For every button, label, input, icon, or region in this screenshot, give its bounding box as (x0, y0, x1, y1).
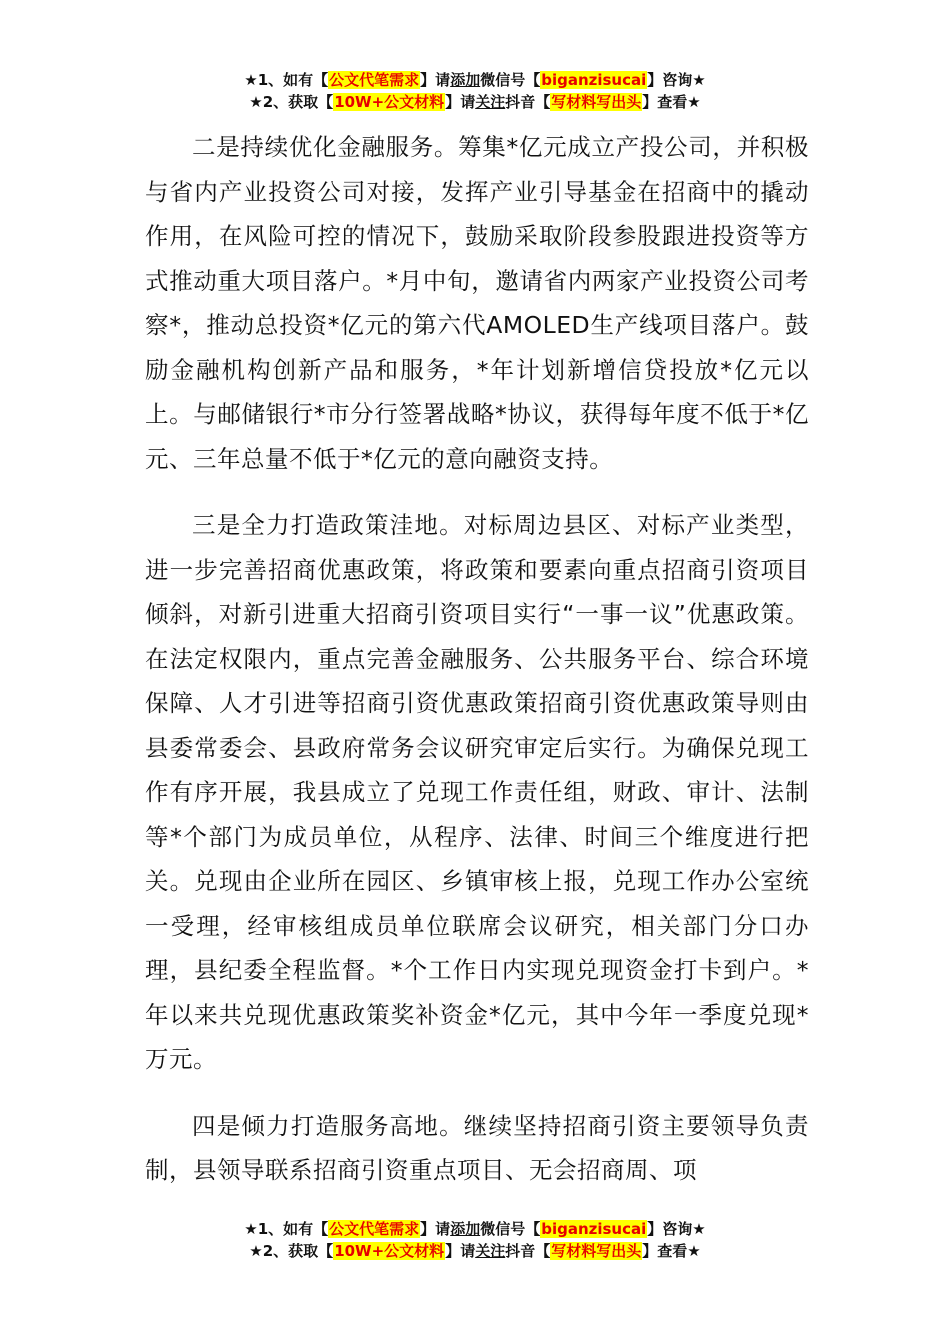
highlight-tag: 10W+公文材料 (334, 1242, 445, 1260)
banner-text: 】查看★ (642, 93, 701, 111)
highlight-tag: biganzisucai (541, 71, 647, 89)
banner-text: 】请 (445, 1242, 476, 1260)
paragraph-policy: 三是全力打造政策洼地。对标周边县区、对标产业类型，进一步完善招商优惠政策，将政策和要素向重点招商引资项目倾斜，对新引进重大招商引资项目实行“一事一议”优惠政策。在法定权限内，重点完善金融服务、公共服务平台、综合环境保障、人才引进等招商引资优惠政策招商引资优惠政策导则由县委常委会、县政府常务会议研究审定后实行。为确保兑现工作有序开展，我县成立了兑现工作责任组，财政、审计、法制等*个部门为成员单位，从程序、法律、时间三个维度进行把关。兑现由企业所在园区、乡镇审核上报，兑现工作办公室统一受理，经审核组成员单位联席会议研究，相关部门分口办理，县纪委全程监督。*个工作日内实现兑现资金打卡到户。*年以来共兑现优惠政策奖补资金*亿元，其中今年一季度兑现*万元。 (145, 511, 809, 1073)
banner-underlined-text: 添加 (450, 71, 481, 89)
banner-text: 】咨询★ (647, 71, 706, 89)
banner-text: 抖音【 (505, 93, 551, 111)
banner-text: 抖音【 (505, 1242, 551, 1260)
banner-text: 】请 (420, 71, 451, 89)
highlight-tag: 10W+公文材料 (334, 93, 445, 111)
highlight-tag: 公文代笔需求 (329, 71, 420, 89)
paragraph-service: 四是倾力打造服务高地。继续坚持招商引资主要领导负责制，县领导联系招商引资重点项目、无会招商周、项 (145, 1111, 809, 1184)
banner-underlined-text: 关注 (475, 93, 506, 111)
banner-text: ★1、如有【 (244, 1220, 329, 1238)
banner-text: 】查看★ (642, 1242, 701, 1260)
document-body (145, 125, 809, 1193)
banner-line-2 (0, 1240, 950, 1262)
paragraph-finance: 二是持续优化金融服务。筹集*亿元成立产投公司，并积极与省内产业投资公司对接，发挥产业引导基金在招商中的撬动作用，在风险可控的情况下，鼓励采取阶段参股跟进投资等方式推动重大项目落户。*月中旬，邀请省内两家产业投资公司考察*，推动总投资*亿元的第六代AMOLED生产线项目落户。鼓励金融机构创新产品和服务，*年计划新增信贷投放*亿元以上。与邮储银行*市分行签署战略*协议，获得每年度不低于*亿元、三年总量不低于*亿元的意向融资支持。 (145, 133, 809, 473)
banner-text: 】请 (445, 93, 476, 111)
banner-text: 】咨询★ (647, 1220, 706, 1238)
banner-text: ★2、获取【 (249, 93, 334, 111)
banner-text: ★1、如有【 (244, 71, 329, 89)
banner-line-1 (0, 69, 950, 91)
highlight-tag: biganzisucai (541, 1220, 647, 1238)
banner-line-2 (0, 91, 950, 113)
banner-underlined-text: 关注 (475, 1242, 506, 1260)
banner-underlined-text: 添加 (450, 1220, 481, 1238)
highlight-tag: 公文代笔需求 (329, 1220, 420, 1238)
banner-line-1 (0, 1218, 950, 1240)
highlight-tag: 写材料写出头 (551, 93, 642, 111)
banner-text: 】请 (420, 1220, 451, 1238)
banner-text: ★2、获取【 (249, 1242, 334, 1260)
banner-text: 微信号【 (480, 71, 541, 89)
footer-banner (0, 1218, 950, 1262)
banner-text: 微信号【 (480, 1220, 541, 1238)
header-banner (0, 69, 950, 113)
highlight-tag: 写材料写出头 (551, 1242, 642, 1260)
